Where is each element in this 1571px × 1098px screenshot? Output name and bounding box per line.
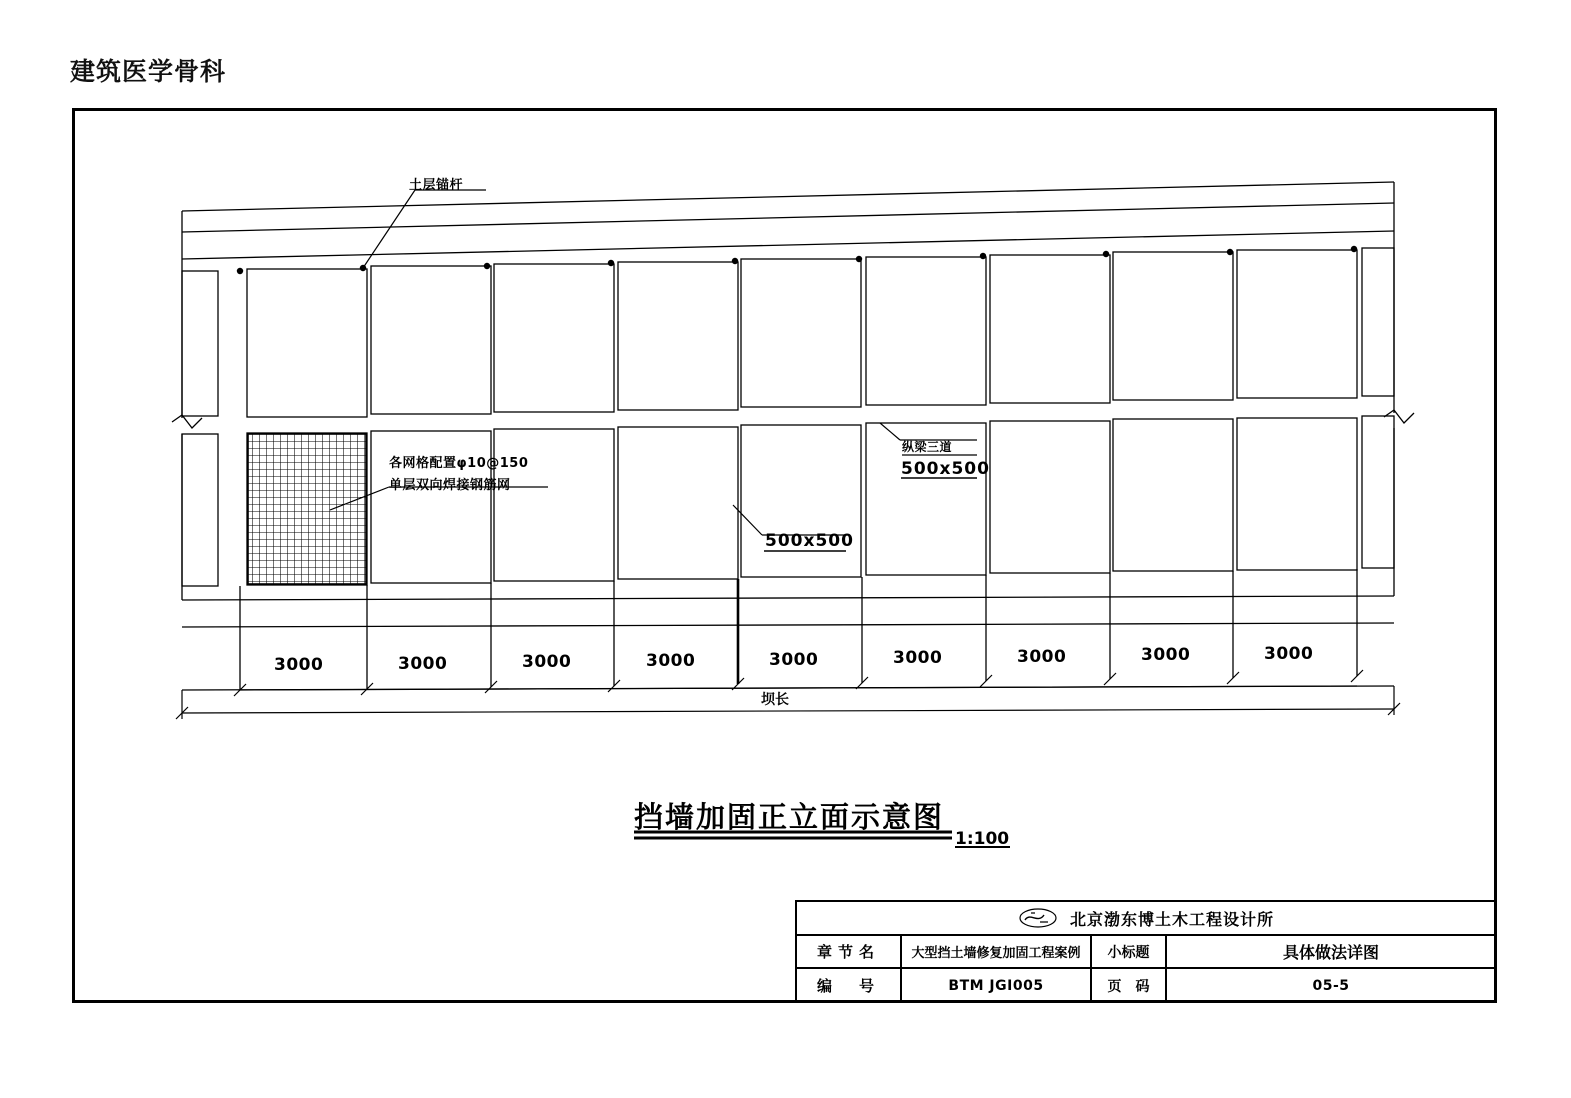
page-label: 页 码 <box>1092 969 1167 1002</box>
dimension-bay-7: 3000 <box>1017 647 1067 667</box>
chapter-label: 章节名 <box>797 936 902 967</box>
drawing-title: 挡墙加固正立面示意图 <box>634 800 945 834</box>
dimension-bay-5: 3000 <box>769 650 819 670</box>
sheet-border <box>72 108 1497 1003</box>
number-value: BTM JGI005 <box>902 969 1092 1002</box>
company-name: 北京渤东博土木工程设计所 <box>1069 909 1274 929</box>
dimension-bay-2: 3000 <box>398 654 448 674</box>
dimension-bay-8: 3000 <box>1141 645 1191 665</box>
dimension-bay-1: 3000 <box>274 655 324 675</box>
subtitle-value: 具体做法详图 <box>1282 943 1379 962</box>
dimension-overall-label: 坝长 <box>761 692 789 708</box>
title-block-company-row <box>797 902 1495 936</box>
title-block <box>795 900 1497 1003</box>
company-logo-icon <box>1018 907 1058 929</box>
watermark-text: 建筑医学骨科 <box>70 57 227 86</box>
annotation-anchor-rod: 土层锚杆 <box>409 178 464 193</box>
dimension-bay-9: 3000 <box>1264 644 1314 664</box>
dimension-bay-3: 3000 <box>522 652 572 672</box>
page-value: 05-5 <box>1312 977 1350 994</box>
dimension-bay-4: 3000 <box>646 651 696 671</box>
number-label: 编 号 <box>797 969 902 1002</box>
title-block-row-chapter <box>797 936 1495 969</box>
title-block-row-number <box>797 969 1495 1002</box>
drawing-scale: 1:100 <box>955 829 1010 849</box>
dimension-bay-6: 3000 <box>893 648 943 668</box>
annotation-beam-size: 500x500 <box>901 459 990 479</box>
annotation-panel-size: 500x500 <box>765 531 854 551</box>
annotation-beam-count: 纵梁三道 <box>902 440 953 454</box>
subtitle-label: 小标题 <box>1092 936 1167 967</box>
chapter-value: 大型挡土墙修复加固工程案例 <box>902 936 1092 967</box>
annotation-mesh-spec: 各网格配置φ10@150 <box>389 456 529 471</box>
annotation-mesh-desc: 单层双向焊接钢筋网 <box>389 478 511 493</box>
